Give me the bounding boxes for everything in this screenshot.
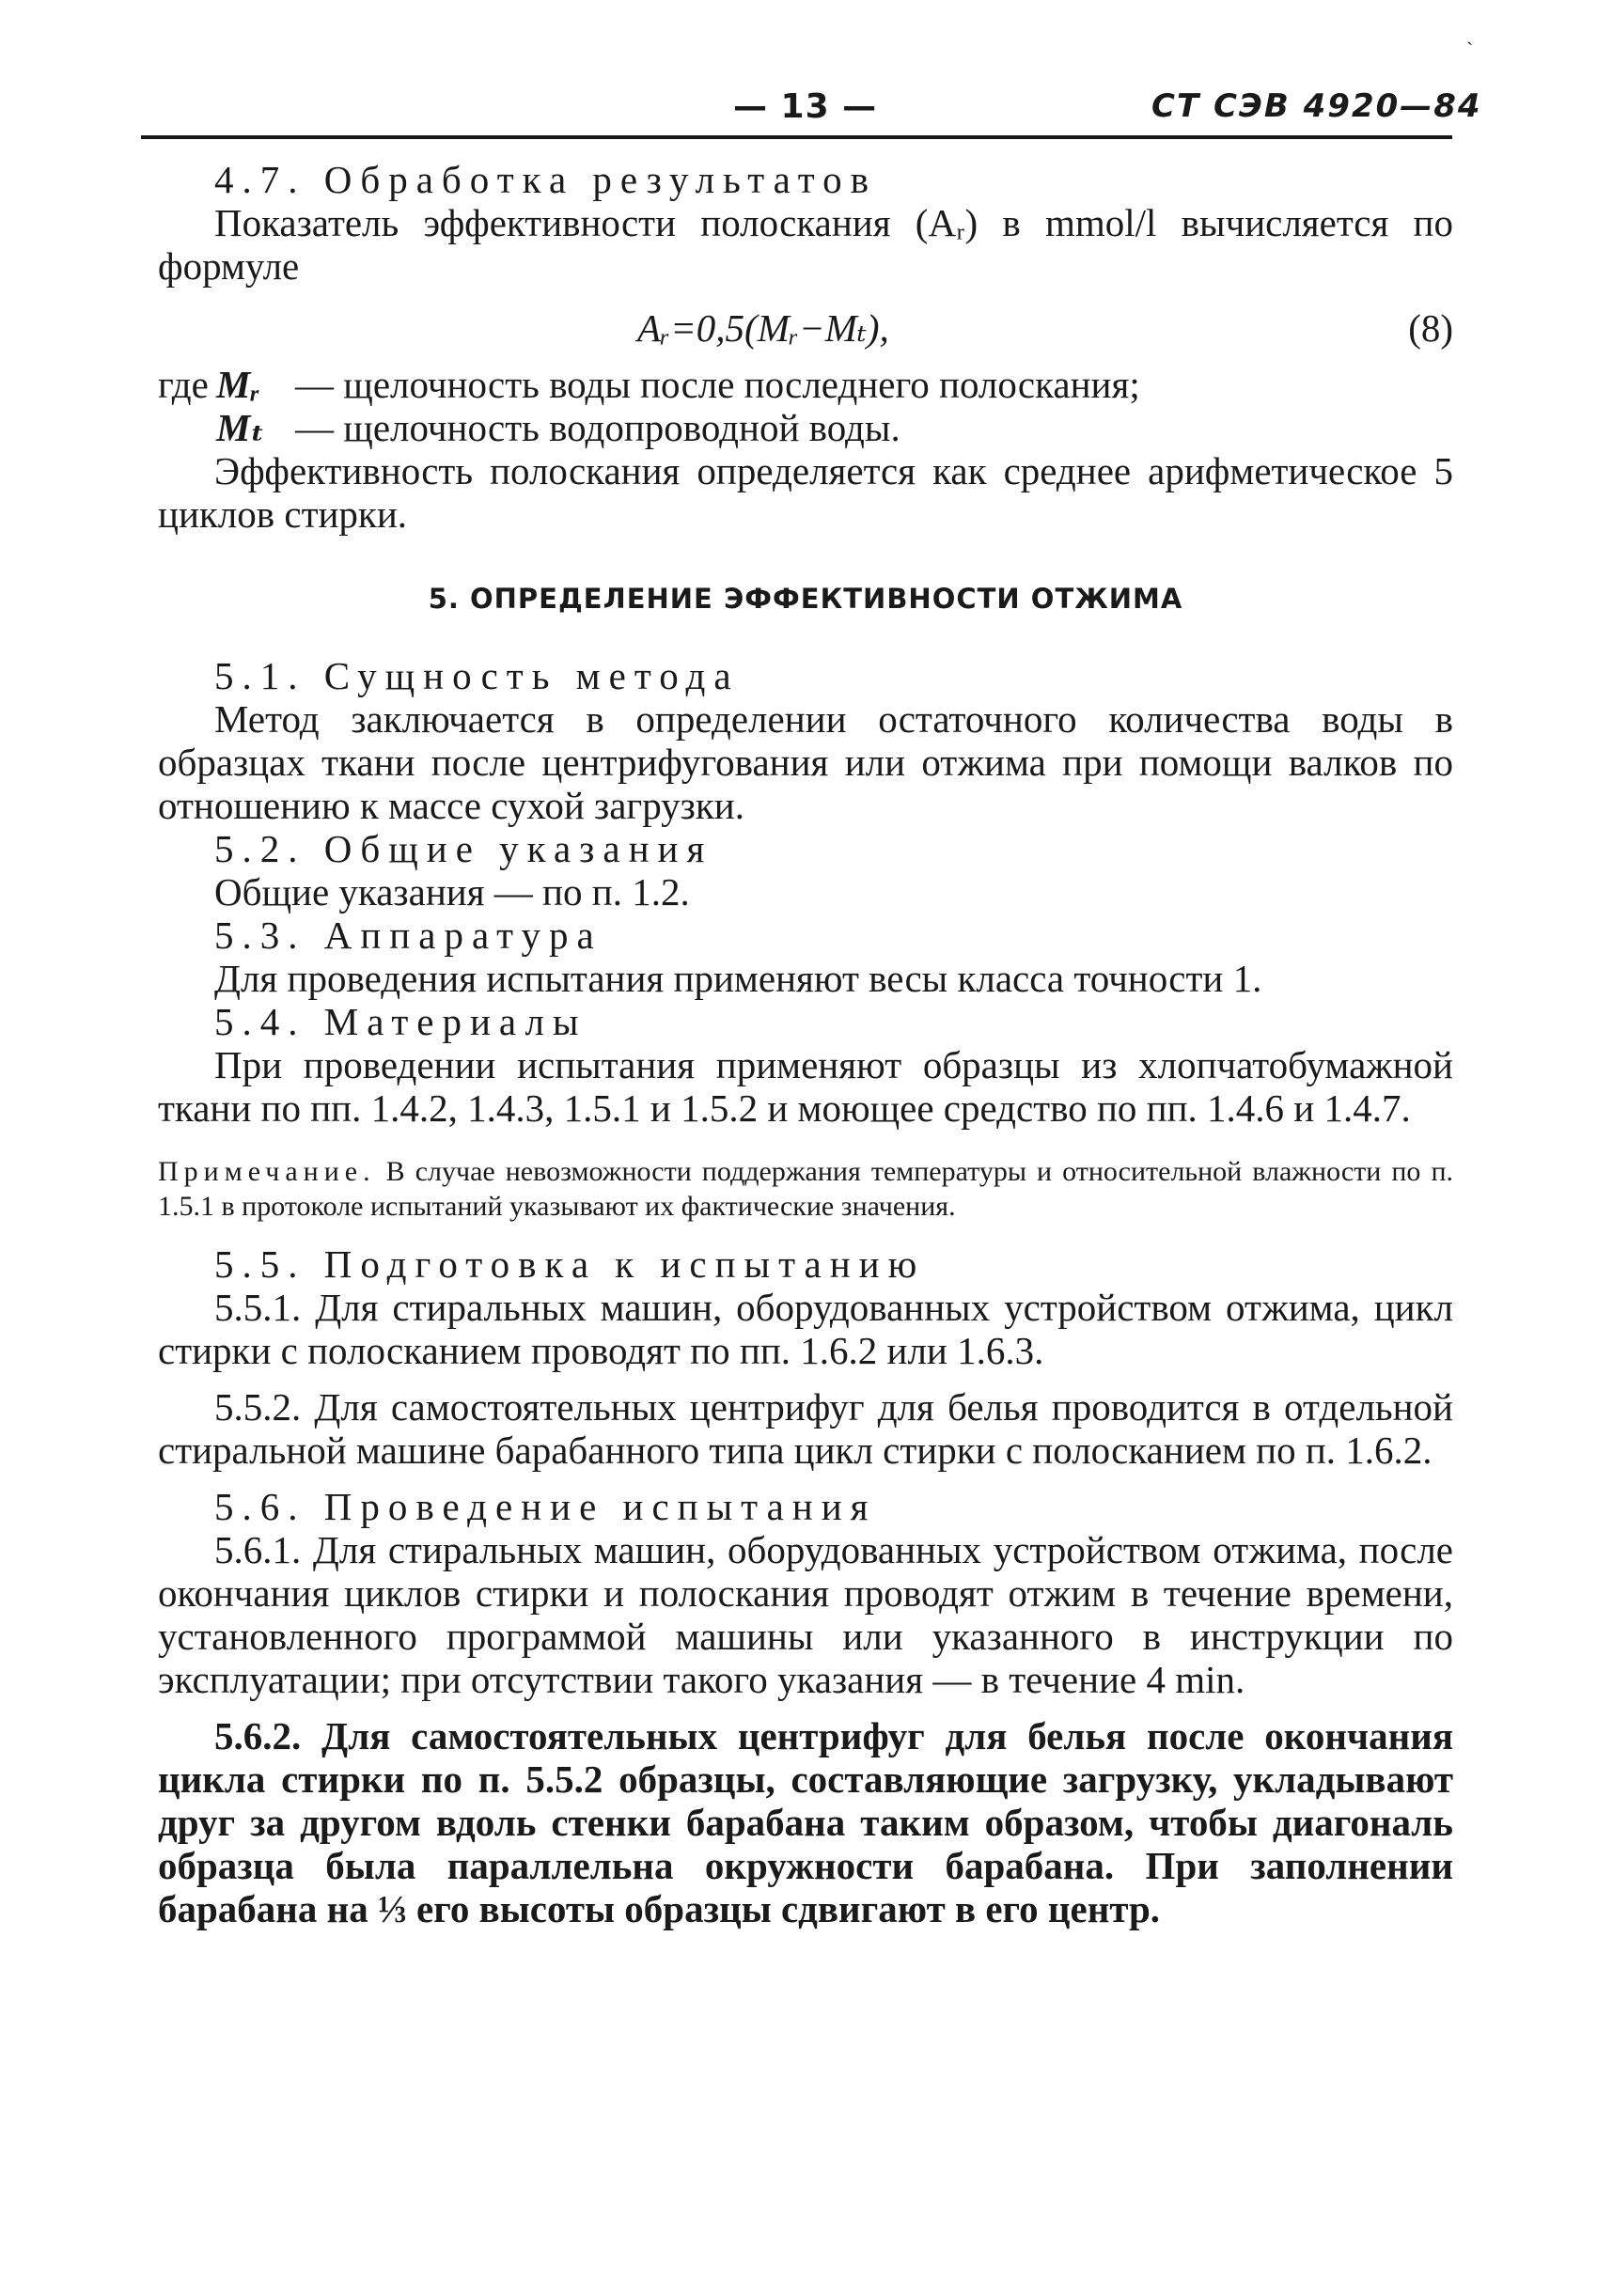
formula-definitions — [158, 363, 1453, 449]
definition-text: — щелочность водопроводной воды. — [295, 406, 900, 449]
definition-lead: где — [158, 363, 209, 406]
section-5-6-heading: 5.6. Проведение испытания — [214, 1485, 877, 1528]
section-5-2-text: Общие указания — по п. 1.2. — [214, 870, 690, 914]
section-5-1-heading: 5.1. Сущность метода — [214, 654, 740, 697]
section-5-5-heading: 5.5. Подготовка к испытанию — [214, 1242, 926, 1286]
section-5-3-text: Для проведения испытания применяют весы класса точности 1. — [214, 957, 1262, 1000]
page-number: — 13 — — [733, 87, 878, 126]
header-rule — [141, 135, 1452, 139]
section-5-1-text: Метод заключается в определении остаточного количества воды в образцах ткани после центрифугования или отжима при помощи валков по отношению к массе сухой загрузки. — [158, 697, 1453, 827]
section-5-5-2-text: 5.5.2. Для самостоятельных центрифуг для белья проводится в отдельной стиральной машине барабанного типа цикл стирки с полосканием по п. 1.6.2. — [158, 1385, 1453, 1472]
formula: Aᵣ=0,5(Mᵣ−Mₜ), — [637, 306, 889, 350]
section-5-4-heading: 5.4. Материалы — [214, 1000, 587, 1043]
note-text: В случае невозможности поддержания температуры и относительной влажности по п. 1.5.1 в протоколе испытаний указывают их фактические значения. — [158, 1156, 1454, 1222]
document-body — [158, 158, 1453, 1930]
formula-block — [158, 306, 1453, 359]
standard-designation: СТ СЭВ 4920—84 — [1151, 87, 1482, 125]
note — [158, 1154, 1453, 1224]
section-5-6-2-text: 5.6.2. Для самостоятельных центрифуг для белья после окончания цикла стирки по п. 5.5.2 образцы, составляющие загрузку, укладывают друг за другом вдоль стенки барабана таким образом, чтобы диагональ образца была параллельна окружности барабана. При заполнении барабана на ⅓ его высоты образцы сдвигают в его центр. — [158, 1714, 1453, 1930]
section-5-4-text: При проведении испытания применяют образцы из хлопчатобумажной ткани по пп. 1.4.2, 1.4.3, 1.5.1 и 1.5.2 и моющее средство по пп. 1.4.6 и 1.4.7. — [158, 1043, 1453, 1130]
section-4-7-paragraph: Показатель эффективности полоскания (Aᵣ) в mmol/l вычисляется по формуле — [158, 201, 1453, 288]
section-4-7-conclusion: Эффективность полоскания определяется как среднее арифметическое 5 циклов стирки. — [158, 449, 1453, 536]
formula-number: (8) — [1408, 306, 1453, 350]
section-5-6-1-text: 5.6.1. Для стиральных машин, оборудованных устройством отжима, после окончания циклов стирки и полоскания проводят отжим в течение времени, установленного программой машины или указанного в инструкции по эксплуатации; при отсутствии такого указания — в течение 4 min. — [158, 1528, 1453, 1701]
section-5-2-heading: 5.2. Общие указания — [214, 827, 713, 870]
section-5-title: 5. ОПРЕДЕЛЕНИЕ ЭФФЕКТИВНОСТИ ОТЖИМА — [428, 583, 1183, 615]
definition-row — [158, 363, 1453, 406]
definition-row — [158, 406, 1453, 449]
definition-text: — щелочность воды после последнего полоскания; — [295, 363, 1140, 406]
section-4-7-heading: 4.7. Обработка результатов — [214, 158, 878, 201]
section-5-3-heading: 5.3. Аппаратура — [214, 914, 603, 957]
note-label: Примечание. — [158, 1156, 376, 1187]
definition-symbol: Mₜ — [216, 406, 265, 449]
scan-mark: ` — [1466, 38, 1474, 61]
section-5-5-1-text: 5.5.1. Для стиральных машин, оборудованных устройством отжима, цикл стирки с полосканием проводят по пп. 1.6.2 или 1.6.3. — [158, 1286, 1453, 1372]
definition-symbol: Mᵣ — [216, 363, 259, 406]
